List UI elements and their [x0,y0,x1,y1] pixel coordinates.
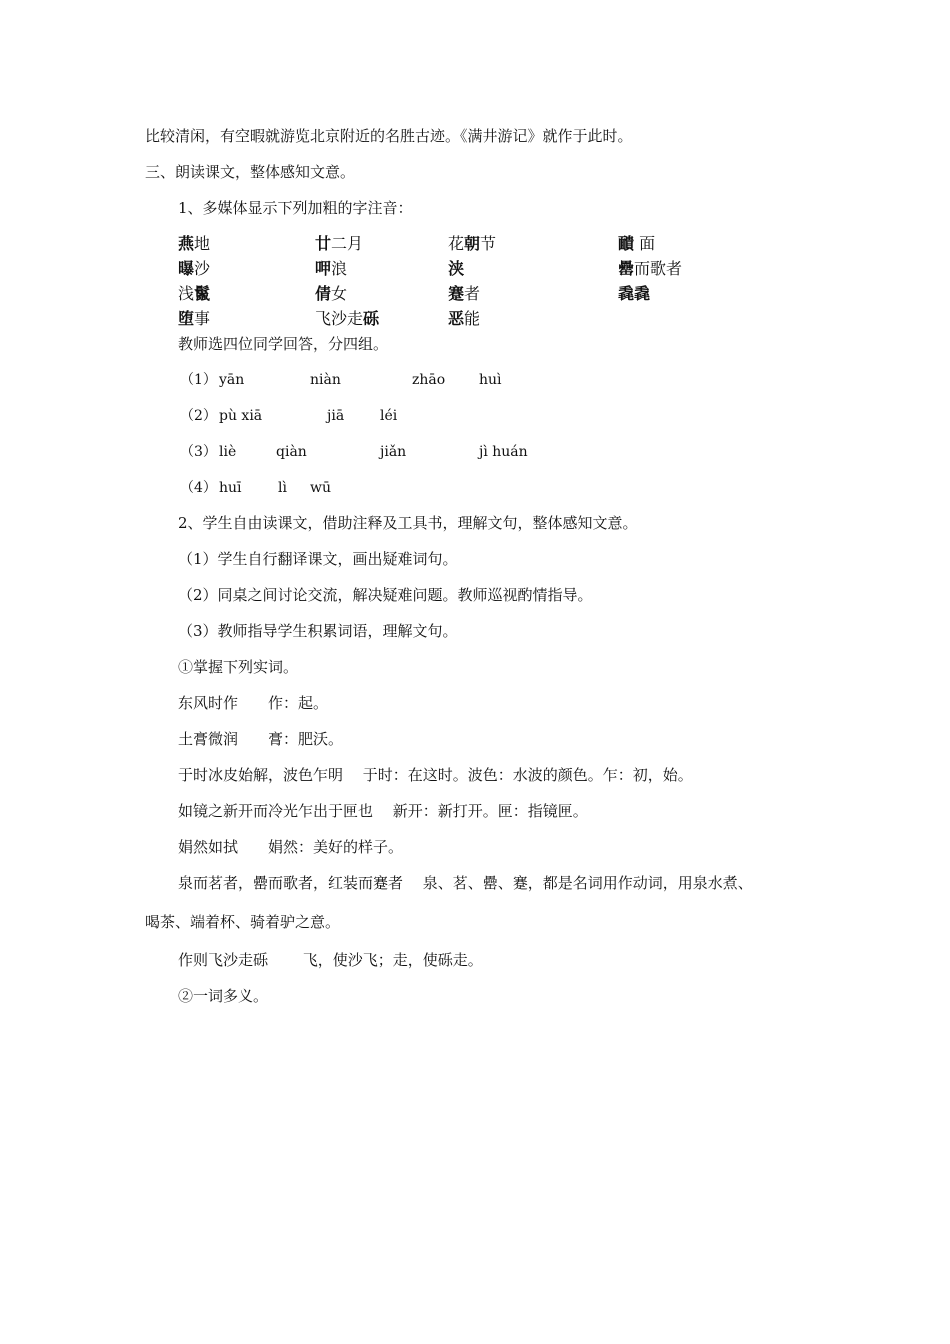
step-1-text: （1）学生自行翻译课文，画出疑难词句。 [178,550,458,568]
grid-row [178,233,738,258]
grid-word [315,283,347,305]
vocab-line-6-continued: 喝茶、端着杯、骑着驴之意。 [145,913,341,931]
grid-word [315,308,379,330]
pinyin-answer: pù xiā [219,408,263,424]
vocab-line-5: 娟然如拭 娟然：美好的样子。 [178,838,404,856]
grid-row [178,283,738,308]
word-suffix: 事 [194,309,211,328]
teacher-selection-text: 教师选四位同学回答，分四组。 [178,335,389,353]
grid-row [178,258,738,283]
pinyin-answer: zhāo [412,372,446,388]
bold-character: 恶 [448,309,465,328]
bold-character: 朝 [464,234,481,253]
bold-character: 浃 [448,259,465,278]
bold-character: 倩 [315,284,332,303]
vocab-line-6: 泉而茗者，罍而歌者，红装而蹇者 泉、茗、罍、蹇，都是名词用作动词，用泉水煮、 [178,874,753,892]
grid-word [178,258,210,280]
grid-word [178,233,210,255]
subheading-polysemy: ②一词多义。 [178,987,269,1005]
grid-word [618,233,655,255]
bold-character: 堕 [178,309,195,328]
bold-character: 罍 [618,259,635,278]
bold-character: 蹇 [448,284,465,303]
pinyin-group-label: （2） [180,408,217,424]
pinyin-answer: qiàn [276,444,307,460]
pinyin-answer: huì [479,372,502,388]
step-3-text: （3）教师指导学生积累词语，理解文句。 [178,622,458,640]
item-1-heading: 1、多媒体显示下列加粗的字注音： [178,199,413,217]
vocab-line-7: 作则飞沙走砾 飞，使沙飞；走，使砾走。 [178,951,483,969]
pinyin-group [0,370,950,390]
word-prefix: 浅 [178,284,195,303]
word-suffix: 浪 [331,259,348,278]
pinyin-group [0,478,950,498]
item-2-heading: 2、学生自由读课文，借助注释及工具书，理解文句，整体感知文意。 [178,514,638,532]
word-prefix: 飞沙走 [315,309,364,328]
bold-character: 燕 [178,234,195,253]
bold-character: 曝 [178,259,195,278]
grid-word [178,283,210,305]
pinyin-answer: wū [310,480,331,496]
pinyin-answer: lì [278,480,287,496]
vocab-line-2: 土膏微润 膏：肥沃。 [178,730,344,748]
pinyin-group-label: （1） [180,372,217,388]
pinyin-answer: jiā [327,408,345,424]
pinyin-answer: léi [380,408,398,424]
grid-word [178,308,210,330]
word-suffix: 沙 [194,259,211,278]
bold-character-grid [178,233,738,333]
vocab-line-1: 东风时作 作：起。 [178,694,329,712]
word-suffix: 者 [464,284,481,303]
section-heading-3: 三、朗读课文，整体感知文意。 [145,163,356,181]
word-prefix: 花 [448,234,465,253]
grid-word [448,258,464,280]
bold-character: 毳毳 [618,284,651,303]
vocab-line-3: 于时冰皮始解，波色乍明 于时：在这时。波色：水波的颜色。乍：初，始。 [178,766,693,784]
grid-word [618,283,650,305]
bold-character: 砾 [363,309,380,328]
intro-paragraph: 比较清闲，有空暇就游览北京附近的名胜古迹。《满井游记》就作于此时。 [145,127,633,145]
grid-word [448,308,480,330]
word-suffix: 节 [480,234,497,253]
bold-character: 鬣 [194,284,211,303]
vocab-line-4: 如镜之新开而冷光乍出于匣也 新开：新打开。匣：指镜匣。 [178,802,588,820]
subheading-real-words: ①掌握下列实词。 [178,658,299,676]
pinyin-group-label: （4） [180,480,217,496]
bold-character: 廿 [315,234,332,253]
grid-word [448,233,496,255]
pinyin-group [0,406,950,426]
pinyin-answer: yān [219,372,245,388]
grid-word [618,258,682,280]
word-suffix: 二月 [331,234,364,253]
pinyin-answer: huī [219,480,242,496]
grid-row [178,308,738,333]
word-suffix: 面 [634,234,656,253]
word-suffix: 女 [331,284,348,303]
step-2-text: （2）同桌之间讨论交流，解决疑难问题。教师巡视酌情指导。 [178,586,593,604]
grid-word [448,283,480,305]
pinyin-group-label: （3） [180,444,217,460]
bold-character: 靧 [618,234,635,253]
word-suffix: 而歌者 [634,259,683,278]
pinyin-answer: jì huán [479,444,528,460]
grid-word [315,258,347,280]
word-suffix: 地 [194,234,211,253]
pinyin-group [0,442,950,462]
grid-word [315,233,363,255]
word-suffix: 能 [464,309,481,328]
pinyin-answer: liè [219,444,237,460]
bold-character: 呷 [315,259,332,278]
pinyin-answer: niàn [310,372,341,388]
pinyin-answer: jiǎn [380,444,407,460]
